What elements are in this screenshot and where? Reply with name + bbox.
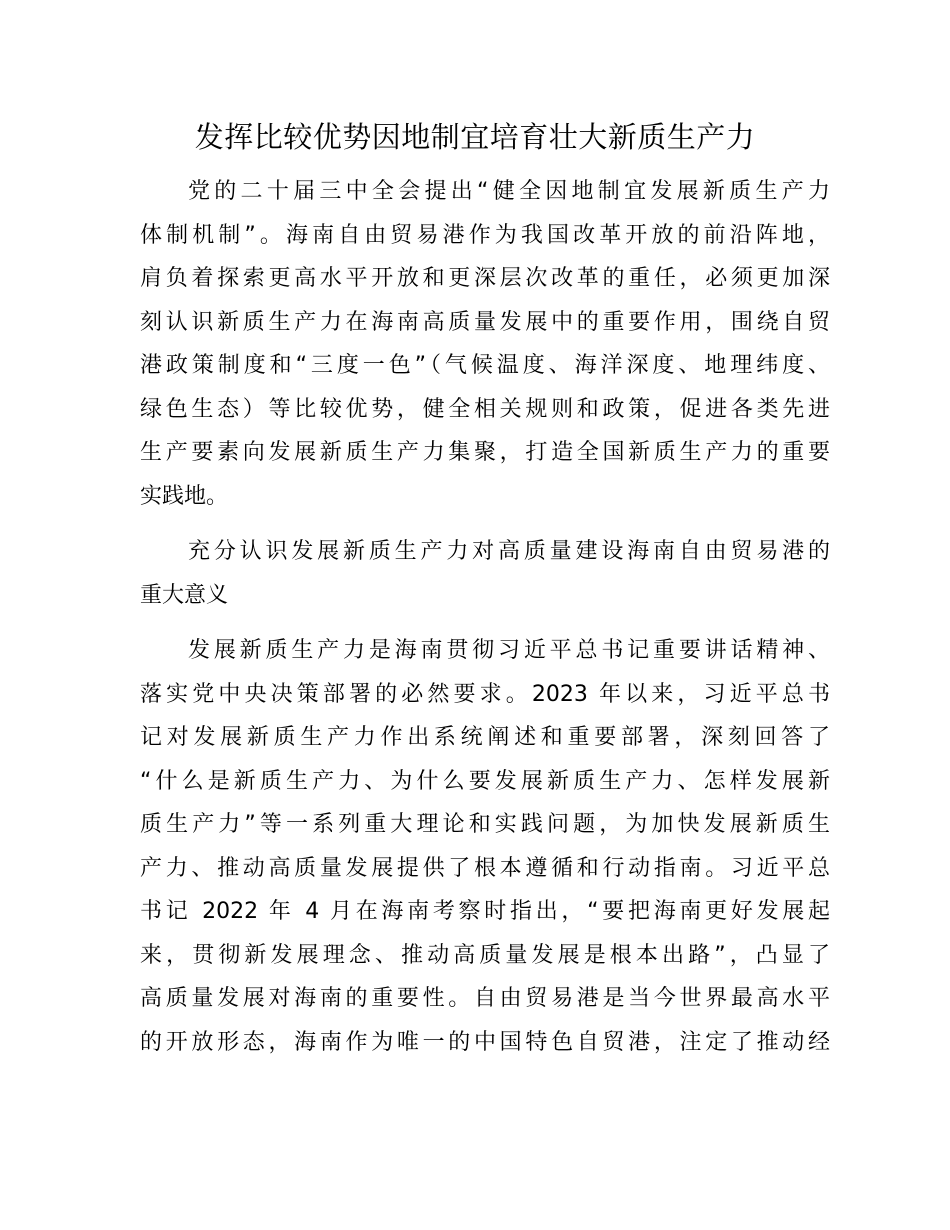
text-line: 高质量发展对海南的重要性。自由贸易港是当今世界最高水平 xyxy=(140,986,830,1011)
text-line: 肩负着探索更高水平开放和更深层次改革的重任，必须更加深 xyxy=(140,266,830,291)
paragraph-section-heading xyxy=(140,530,830,617)
text-line: 质生产力”等一系列重大理论和实践问题，为加快发展新质生 xyxy=(140,812,830,837)
text-line: 生产要素向发展新质生产力集聚，打造全国新质生产力的重要 xyxy=(140,440,830,465)
paragraph-body xyxy=(140,629,830,1064)
text-line: 产力、推动高质量发展提供了根本遵循和行动指南。习近平总 xyxy=(140,855,830,881)
text-line: 书记 2022 年 4 月在海南考察时指出，“要把海南更好发展起 xyxy=(140,899,830,924)
paragraph-intro xyxy=(140,170,830,518)
text-line: 重大意义 xyxy=(140,582,229,608)
text-line: 来，贯彻新发展理念、推动高质量发展是根本出路”，凸显了 xyxy=(140,942,830,968)
text-line: 党的二十届三中全会提出“健全因地制宜发展新质生产力 xyxy=(188,179,830,204)
text-line: 记对发展新质生产力作出系统阐述和重要部署，深刻回答了 xyxy=(140,725,830,750)
text-line: 充分认识发展新质生产力对高质量建设海南自由贸易港的 xyxy=(188,539,830,564)
text-line: 的开放形态，海南作为唯一的中国特色自贸港，注定了推动经 xyxy=(140,1029,830,1055)
text-line: 体制机制”。海南自由贸易港作为我国改革开放的前沿阵地， xyxy=(140,222,830,248)
text-line: 实践地。 xyxy=(140,483,229,509)
text-line: 刻认识新质生产力在海南高质量发展中的重要作用，围绕自贸 xyxy=(140,309,830,335)
text-line: 绿色生态）等比较优势，健全相关规则和政策，促进各类先进 xyxy=(140,396,830,422)
text-line: 发展新质生产力是海南贯彻习近平总书记重要讲话精神、 xyxy=(188,638,830,663)
text-line: 港政策制度和“三度一色”（气候温度、海洋深度、地理纬度、 xyxy=(140,353,830,378)
document-body xyxy=(140,170,830,1076)
text-line: “什么是新质生产力、为什么要发展新质生产力、怎样发展新 xyxy=(140,768,830,794)
text-line: 落实党中央决策部署的必然要求。2023 年以来，习近平总书 xyxy=(140,681,830,707)
document-title: 发挥比较优势因地制宜培育壮大新质生产力 xyxy=(194,120,756,154)
